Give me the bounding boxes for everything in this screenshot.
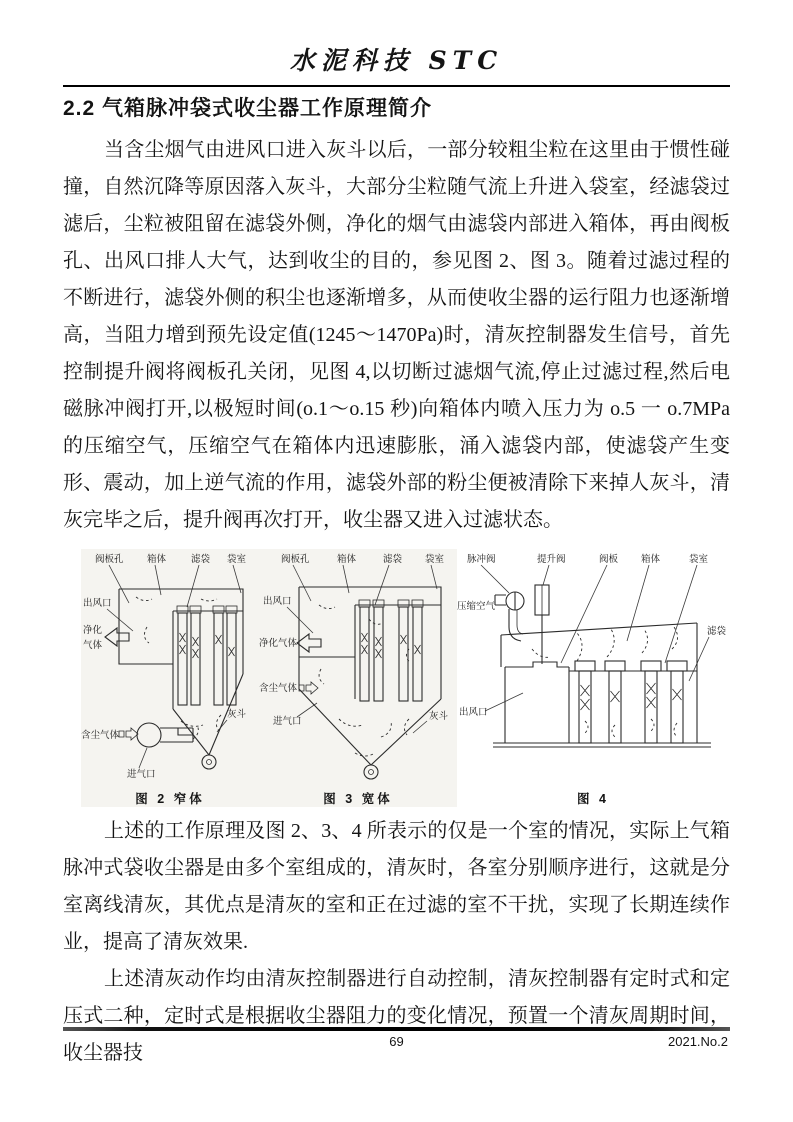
figure-4-caption: 图 4 [577, 792, 609, 806]
section-heading: 2.2 气箱脉冲袋式收尘器工作原理简介 [63, 97, 433, 120]
figure-3-caption: 图 3 宽体 [323, 792, 393, 806]
fig3-label-air-inlet: 进气口 [273, 716, 302, 727]
figure-3-diagram [259, 549, 457, 787]
fig3-label-bag-chamber: 袋室 [425, 554, 445, 565]
fig2-label-clean-gas-1: 净化 [83, 625, 103, 636]
figure-2 [81, 549, 259, 807]
fig3-label-filter-bag: 滤袋 [383, 554, 403, 565]
figures-row [81, 549, 730, 807]
paragraph-1: 当含尘烟气由进风口进入灰斗以后，一部分较粗尘粒在这里由于惯性碰撞，自然沉降等原因落入灰斗，大部分尘粒随气流上升进入袋室，经滤袋过滤后，尘粒被阻留在滤袋外侧，净化的烟气由滤袋内部进入箱体，再由阀板孔、出风口排人大气，达到收尘的目的，参见图 2、图 3。随着过滤过程的不断进行，滤袋外侧的积尘也逐渐增多，从而使收尘器的运行阻力也逐渐增高，当阻力增到预先设定值(1245～1470Pa)时，清灰控制器发生信号，首先控制提升阀将阀板孔关闭，见图 4,以切断过滤烟气流,停止过滤过程,然后电磁脉冲阀打开,以极短时间(o.1～o.15 秒)向箱体内喷入压力为 o.5 一 o.7MPa 的压缩空气，压缩空气在箱体内迅速膨胀，涌入滤袋内部，使滤袋产生变形、震动，加上逆气流的作用，滤袋外部的粉尘便被清除下来掉人灰斗，清灰完毕之后，提升阀再次打开，收尘器又进入过滤状态。 [63, 139, 730, 531]
figure-2-diagram [81, 549, 259, 787]
fig2-label-dusty-gas: 含尘气体 [81, 730, 120, 741]
fig4-label-air-outlet: 出风口 [459, 707, 488, 718]
fig2-label-air-inlet: 进气口 [127, 769, 156, 780]
fig2-label-bag-chamber: 袋室 [227, 554, 247, 565]
fig4-label-compressed-air: 压缩空气 [457, 601, 496, 612]
page-number: 69 [389, 1034, 404, 1049]
figure-3 [259, 549, 457, 807]
footer-rule [63, 1027, 730, 1031]
figure-2-caption: 图 2 窄体 [135, 792, 205, 806]
fig4-label-casing: 箱体 [641, 554, 661, 565]
fig3-label-casing: 箱体 [337, 554, 357, 565]
fig3-label-air-outlet: 出风口 [263, 596, 292, 607]
fig2-label-valve-plate-hole: 阀板孔 [95, 554, 124, 565]
fig2-label-clean-gas-2: 气体 [83, 640, 103, 651]
fig3-label-valve-plate-hole: 阀板孔 [281, 554, 310, 565]
figure-4-diagram [457, 549, 729, 787]
fig4-label-lift-valve: 提升阀 [537, 554, 566, 565]
paragraph-2: 上述的工作原理及图 2、3、4 所表示的仅是一个室的情况，实际上气箱脉冲式袋收尘器是由多个室组成的，清灰时，各室分别顺序进行，这就是分室离线清灰，其优点是清灰的室和正在过滤的室不干扰，实现了长期连续作业，提高了清灰效果. [63, 820, 730, 953]
fig4-label-valve-plate: 阀板 [599, 554, 619, 565]
fig3-label-clean-gas: 净化气体 [259, 638, 298, 649]
fig4-label-filter-bag: 滤袋 [707, 626, 727, 637]
fig4-label-pulse-valve: 脉冲阀 [467, 554, 496, 565]
fig3-label-dusty-gas: 含尘气体 [259, 683, 298, 694]
fig2-label-hopper: 灰斗 [227, 709, 247, 720]
issue-number: 2021.No.2 [668, 1034, 728, 1049]
page-footer [63, 1027, 730, 1049]
fig2-label-casing: 箱体 [147, 554, 167, 565]
fig3-label-hopper: 灰斗 [429, 711, 449, 722]
fig4-label-bag-chamber: 袋室 [689, 554, 709, 565]
journal-title: 水泥科技 STC [289, 46, 504, 75]
header-rule [63, 85, 730, 87]
paragraph-3: 上述清灰动作均由清灰控制器进行自动控制，清灰控制器有定时式和定压式二种，定时式是根据收尘器阻力的变化情况，预置一个清灰周期时间，收尘器技 [63, 968, 730, 1064]
fig2-label-filter-bag: 滤袋 [191, 554, 211, 565]
footer-row [63, 1034, 730, 1049]
fig2-label-air-outlet: 出风口 [83, 598, 112, 609]
figure-4 [457, 549, 729, 807]
